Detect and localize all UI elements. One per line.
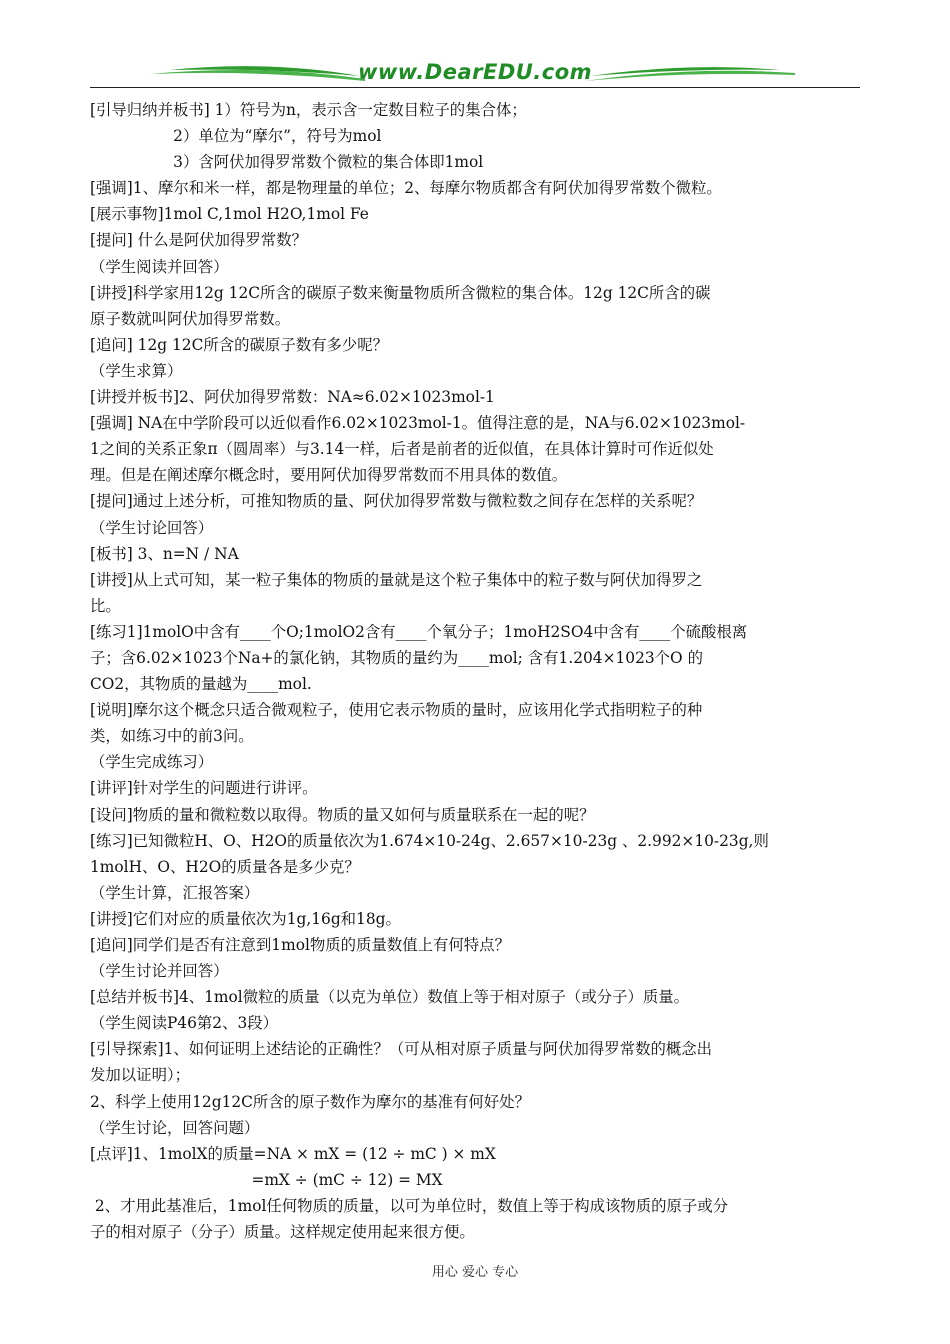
- document-line: [设问]物质的量和微粒数以取得。物质的量又如何与质量联系在一起的呢？: [90, 805, 595, 824]
- document-line: 原子数就叫阿伏加得罗常数。: [90, 309, 291, 328]
- document-line: [板书] 3、n=N / NA: [90, 544, 239, 563]
- document-line: （学生讨论回答）: [90, 518, 214, 537]
- document-line: [展示事物]1mol C,1mol H2O,1mol Fe: [90, 205, 369, 224]
- document-line: =mX ÷ (mC ÷ 12) = MX: [90, 1170, 443, 1189]
- document-line: 理。但是在阐述摩尔概念时，要用阿伏加得罗常数而不用具体的数值。: [90, 466, 568, 485]
- document-line: [强调] NA在中学阶段可以近似看作6.02×1023mol-1。值得注意的是，NA与6.02×1023mol-: [90, 414, 746, 433]
- document-line: [提问]通过上述分析，可推知物质的量、阿伏加得罗常数与微粒数之间存在怎样的关系呢？: [90, 492, 703, 511]
- document-line: 1之间的关系正象π（圆周率）与3.14一样，后者是前者的近似值，在具体计算时可作近似处: [90, 440, 714, 459]
- document-line: [练习]已知微粒H、O、H2O的质量依次为1.674×10-24g、2.657×10-23g 、2.992×10-23g,则: [90, 831, 769, 850]
- document-line: 1molH、O、H2O的质量各是多少克？: [90, 857, 360, 876]
- document-line: 类，如练习中的前3问。: [90, 727, 254, 746]
- page-header: [90, 58, 860, 92]
- document-line: [讲授]它们对应的质量依次为1g,16g和18g。: [90, 909, 401, 928]
- document-line: [说明]摩尔这个概念只适合微观粒子，使用它表示物质的量时，应该用化学式指明粒子的种: [90, 701, 703, 720]
- site-logo-text[interactable]: www.DearEDU.com: [357, 60, 593, 84]
- header-rule: [90, 87, 860, 88]
- document-line: CO2，其物质的量越为____mol.: [90, 675, 312, 694]
- document-body: [90, 97, 862, 1245]
- document-line: （学生求算）: [90, 361, 183, 380]
- document-line: [讲授]科学家用12g 12C所含的碳原子数来衡量物质所含微粒的集合体。12g 12C所含的碳: [90, 283, 711, 302]
- document-line: [讲评]针对学生的问题进行讲评。: [90, 779, 318, 798]
- document-line: （学生阅读P46第2、3段）: [90, 1014, 279, 1033]
- document-line: 2、才用此基准后，1mol任何物质的质量，以可为单位时，数值上等于构成该物质的原子或分: [90, 1196, 729, 1215]
- page-footer: 用心 爱心 专心: [431, 1265, 519, 1280]
- document-line: [总结并板书]4、1mol微粒的质量（以克为单位）数值上等于相对原子（或分子）质量。: [90, 988, 690, 1007]
- document-line: [练习1]1molO中含有____个O;1molO2含有____个氧分子；1moH2SO4中含有____个硫酸根离: [90, 622, 748, 641]
- document-line: [引导探索]1、如何证明上述结论的正确性？（可从相对原子质量与阿伏加得罗常数的概念出: [90, 1040, 713, 1059]
- document-line: [讲授]从上式可知，某一粒子集体的物质的量就是这个粒子集体中的粒子数与阿伏加得罗之: [90, 570, 703, 589]
- document-line: [追问]同学们是否有注意到1mol物质的质量数值上有何特点？: [90, 936, 510, 954]
- document-line: （学生讨论，回答问题）: [90, 1118, 260, 1137]
- document-line: （学生阅读并回答）: [90, 257, 229, 276]
- document-line: 2、科学上使用12g12C所含的原子数作为摩尔的基准有何好处？: [90, 1092, 530, 1111]
- document-line: [点评]1、1molX的质量=NA × mX = (12 ÷ mC ) × mX: [90, 1144, 496, 1163]
- document-line: 子的相对原子（分子）质量。这样规定使用起来很方便。: [90, 1223, 475, 1242]
- document-line: 比。: [90, 596, 121, 615]
- document-line: 3）含阿伏加得罗常数个微粒的集合体即1mol: [90, 153, 484, 172]
- document-line: （学生讨论并回答）: [90, 962, 229, 981]
- document-line: [强调]1、摩尔和米一样，都是物理量的单位；2、每摩尔物质都含有阿伏加得罗常数个微粒。: [90, 179, 722, 198]
- document-line: [引导归纳并板书] 1）符号为n，表示含一定数目粒子的集合体；: [90, 101, 527, 119]
- document-line: [追问] 12g 12C所含的碳原子数有多少呢？: [90, 335, 389, 354]
- document-line: [提问] 什么是阿伏加得罗常数？: [90, 231, 307, 250]
- document-line: （学生完成练习）: [90, 753, 214, 772]
- document-line: 发加以证明）；: [90, 1066, 191, 1085]
- document-line: 2）单位为“摩尔”，符号为mol: [90, 127, 382, 146]
- document-line: （学生计算，汇报答案）: [90, 883, 260, 902]
- document-line: 子；含6.02×1023个Na+的氯化钠，其物质的量约为____mol; 含有1.204×1023个O 的: [90, 648, 703, 667]
- document-line: [讲授并板书]2、阿伏加得罗常数：NA≈6.02×1023mol-1: [90, 388, 495, 407]
